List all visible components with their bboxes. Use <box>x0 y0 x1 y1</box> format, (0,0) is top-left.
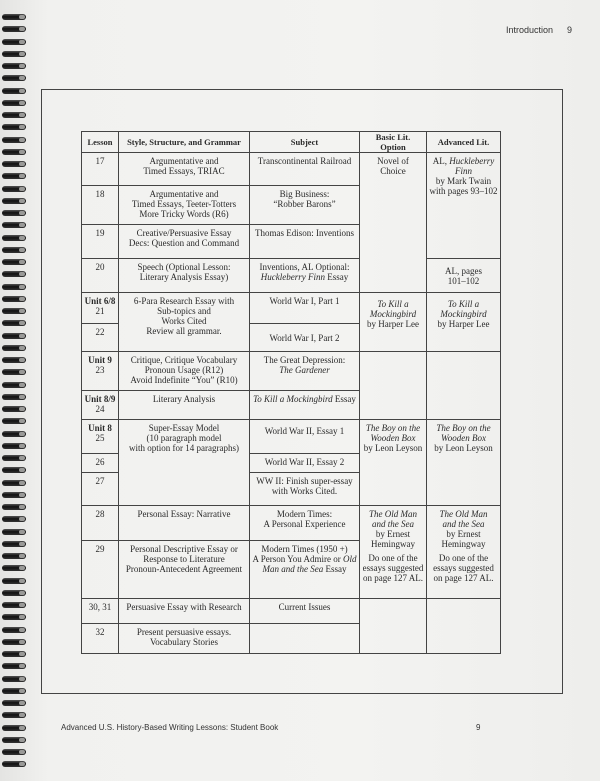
basic-lit-cell: The Old Man and the Sea by Ernest Hemingway Do one of the essays suggested on page 127 AL. <box>360 506 427 599</box>
style-cell: Personal Essay: Narrative <box>119 506 250 541</box>
style-cell: Persuasive Essay with Research <box>119 599 250 624</box>
lesson-number: 27 <box>82 473 119 506</box>
spiral-coil <box>2 26 26 32</box>
advanced-lit-cell <box>427 599 501 654</box>
spiral-coil <box>2 663 26 669</box>
spiral-coil <box>2 565 26 571</box>
spiral-coil <box>2 712 26 718</box>
lesson-number: 17 <box>82 153 119 186</box>
subject-cell: Current Issues <box>250 599 360 624</box>
basic-lit-cell <box>360 352 427 420</box>
lesson-number: 18 <box>82 186 119 225</box>
subject-cell: Modern Times (1950 +) A Person You Admire or Old Man and the Sea Essay <box>250 541 360 599</box>
spiral-coil <box>2 529 26 535</box>
footer-book-title: Advanced U.S. History-Based Writing Lessons: Student Book <box>61 723 279 732</box>
advanced-lit-cell: The Old Man and the Sea by Ernest Hemingway Do one of the essays suggested on page 127 AL. <box>427 506 501 599</box>
footer-page-number: 9 <box>476 723 481 732</box>
spiral-coil <box>2 725 26 731</box>
spiral-coil <box>2 235 26 241</box>
spiral-coil <box>2 443 26 449</box>
style-cell: Critique, Critique Vocabulary Pronoun Usage (R12) Avoid Indefinite “You” (R10) <box>119 352 250 391</box>
spiral-coil <box>2 627 26 633</box>
table-row <box>82 506 501 541</box>
spiral-coil <box>2 467 26 473</box>
lesson-number: Unit 6/8 21 <box>82 293 119 324</box>
spiral-coil <box>2 124 26 130</box>
spiral-coil <box>2 75 26 81</box>
style-cell: Argumentative and Timed Essays, TRIAC <box>119 153 250 186</box>
advanced-lit-cell: The Boy on the Wooden Box by Leon Leyson <box>427 420 501 506</box>
header-page-number: 9 <box>566 25 572 35</box>
spiral-coil <box>2 492 26 498</box>
lesson-number: 20 <box>82 259 119 293</box>
spiral-coil <box>2 749 26 755</box>
lesson-number: 26 <box>82 454 119 473</box>
spiral-coil <box>2 357 26 363</box>
spiral-coil <box>2 39 26 45</box>
style-cell: Literary Analysis <box>119 391 250 420</box>
subject-cell: WW II: Finish super-essay with Works Cited. <box>250 473 360 506</box>
table-row <box>82 259 501 293</box>
spiral-coil <box>2 186 26 192</box>
subject-cell: Thomas Edison: Inventions <box>250 225 360 259</box>
subject-cell: World War I, Part 1 <box>250 293 360 324</box>
style-cell: Creative/Persuasive Essay Decs: Question and Command <box>119 225 250 259</box>
lesson-number: Unit 8/9 24 <box>82 391 119 420</box>
spiral-coil <box>2 578 26 584</box>
basic-lit-cell <box>360 599 427 654</box>
spiral-coil <box>2 222 26 228</box>
spiral-coil <box>2 345 26 351</box>
spiral-coil <box>2 676 26 682</box>
subject-cell <box>250 624 360 654</box>
lesson-schedule-table <box>81 131 501 654</box>
style-cell: Speech (Optional Lesson: Literary Analysis Essay) <box>119 259 250 293</box>
spiral-coil <box>2 88 26 94</box>
advanced-lit-cell <box>427 352 501 420</box>
style-cell: 6-Para Research Essay with Sub-topics and Works Cited Review all grammar. <box>119 293 250 352</box>
style-cell: Personal Descriptive Essay or Response to Literature Pronoun-Antecedent Agreement <box>119 541 250 599</box>
lesson-number: 19 <box>82 225 119 259</box>
col-header-style: Style, Structure, and Grammar <box>119 132 250 153</box>
subject-cell: Big Business: “Robber Barons” <box>250 186 360 225</box>
spiral-coil <box>2 333 26 339</box>
subject-cell: Transcontinental Railroad <box>250 153 360 186</box>
basic-lit-cell: The Boy on the Wooden Box by Leon Leyson <box>360 420 427 506</box>
style-cell: Super-Essay Model (10 paragraph model with option for 14 paragraphs) <box>119 420 250 506</box>
subject-cell: Modern Times: A Personal Experience <box>250 506 360 541</box>
subject-cell: To Kill a Mockingbird Essay <box>250 391 360 420</box>
running-head <box>506 25 572 35</box>
lesson-number: Unit 8 25 <box>82 420 119 454</box>
spiral-coil <box>2 431 26 437</box>
spiral-coil <box>2 455 26 461</box>
advanced-lit-cell: AL, Huckleberry Finn by Mark Twain with pages 93–102 <box>427 153 501 259</box>
spiral-coil <box>2 210 26 216</box>
spiral-coil <box>2 149 26 155</box>
spiral-coil <box>2 651 26 657</box>
lesson-number: 32 <box>82 624 119 654</box>
spiral-coil <box>2 320 26 326</box>
lesson-number: 28 <box>82 506 119 541</box>
spiral-coil <box>2 296 26 302</box>
lesson-number: 29 <box>82 541 119 599</box>
col-header-subject: Subject <box>250 132 360 153</box>
spiral-coil <box>2 369 26 375</box>
spiral-coil <box>2 308 26 314</box>
lesson-number: 22 <box>82 324 119 352</box>
spiral-coil <box>2 63 26 69</box>
spiral-coil <box>2 737 26 743</box>
basic-lit-cell: To Kill a Mockingbird by Harper Lee <box>360 293 427 352</box>
subject-cell: World War I, Part 2 <box>250 324 360 352</box>
spiral-coil <box>2 382 26 388</box>
style-cell: Argumentative and Timed Essays, Teeter-Totters More Tricky Words (R6) <box>119 186 250 225</box>
table-row <box>82 420 501 454</box>
spiral-coil <box>2 516 26 522</box>
spiral-coil <box>2 137 26 143</box>
spiral-coil <box>2 700 26 706</box>
table-row <box>82 599 501 624</box>
spiral-coil <box>2 173 26 179</box>
subject-cell: World War II, Essay 1 <box>250 420 360 454</box>
spiral-coil <box>2 259 26 265</box>
spiral-coil <box>2 639 26 645</box>
spiral-coil <box>2 284 26 290</box>
advanced-lit-cell: To Kill a Mockingbird by Harper Lee <box>427 293 501 352</box>
lesson-number: 30, 31 <box>82 599 119 624</box>
spiral-coil <box>2 51 26 57</box>
col-header-lesson: Lesson <box>82 132 119 153</box>
spiral-coil <box>2 590 26 596</box>
spiral-coil <box>2 480 26 486</box>
spiral-coil <box>2 688 26 694</box>
spiral-coil <box>2 614 26 620</box>
subject-cell: The Great Depression: The Gardener <box>250 352 360 391</box>
spiral-coil <box>2 247 26 253</box>
spiral-coil <box>2 161 26 167</box>
spiral-coil <box>2 198 26 204</box>
spiral-coil <box>2 100 26 106</box>
spiral-coil <box>2 602 26 608</box>
spiral-coil <box>2 271 26 277</box>
spiral-binding <box>0 14 30 774</box>
table-header-row <box>82 132 501 153</box>
subject-cell: Inventions, AL Optional: Huckleberry Finn Essay <box>250 259 360 293</box>
spiral-coil <box>2 14 26 20</box>
col-header-basic-lit: Basic Lit. Option <box>360 132 427 153</box>
spiral-coil <box>2 541 26 547</box>
section-title: Introduction <box>505 25 553 35</box>
lesson-number: Unit 9 23 <box>82 352 119 391</box>
spiral-coil <box>2 406 26 412</box>
spiral-coil <box>2 761 26 767</box>
table-row <box>82 352 501 391</box>
subject-cell: World War II, Essay 2 <box>250 454 360 473</box>
style-cell: Present persuasive essays. Vocabulary Stories <box>119 624 250 654</box>
col-header-advanced-lit: Advanced Lit. <box>427 132 501 153</box>
spiral-coil <box>2 504 26 510</box>
spiral-coil <box>2 112 26 118</box>
spiral-coil <box>2 418 26 424</box>
spiral-coil <box>2 553 26 559</box>
advanced-lit-cell: AL, pages 101–102 <box>427 259 501 293</box>
table-row <box>82 293 501 324</box>
spiral-coil <box>2 394 26 400</box>
table-row <box>82 153 501 186</box>
basic-lit-cell: Novel of Choice <box>360 153 427 293</box>
